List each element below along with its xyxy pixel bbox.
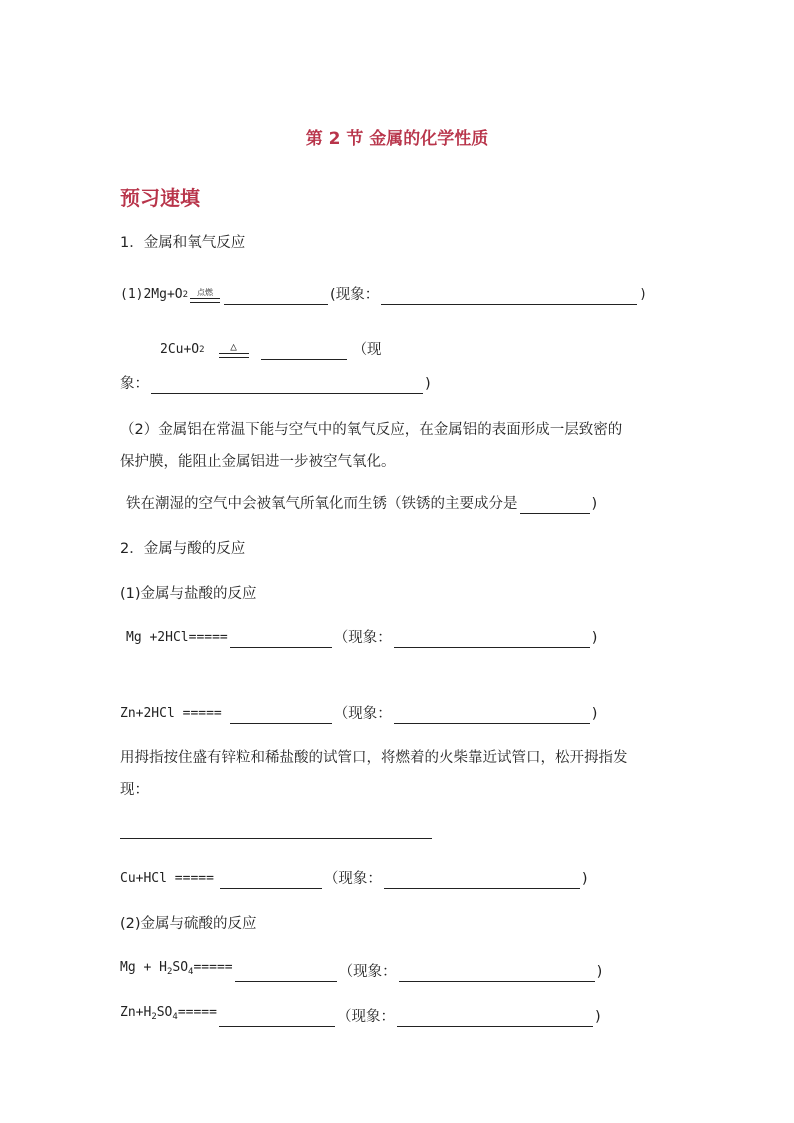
- equals-sign: [219, 353, 249, 358]
- hcl-heading: (1)金属与盐酸的反应: [120, 586, 257, 602]
- cu-equation: 2Cu+O: [160, 342, 200, 357]
- formula-part: =====: [193, 960, 233, 975]
- product-blank[interactable]: [235, 967, 337, 982]
- q1-heading: 1．金属和氧气反应: [120, 235, 246, 251]
- formula-part: SO: [172, 960, 189, 975]
- subscript: 2: [199, 345, 205, 355]
- zn-h2so4-equation: [120, 1003, 217, 1027]
- observation-blank[interactable]: [120, 838, 432, 839]
- phenomenon-label: （现象：: [338, 964, 397, 980]
- phenomenon-blank[interactable]: [394, 709, 590, 724]
- aluminum-text-line1: （2）金属铝在常温下能与空气中的氧气反应，在金属铝的表面形成一层致密的: [120, 422, 623, 438]
- test-text-line1: 用拇指按住盛有锌粒和稀盐酸的试管口，将燃着的火柴靠近试管口，松开拇指发: [120, 750, 628, 766]
- mg-oxygen-line: [120, 285, 647, 305]
- phenomenon-label: （现象：: [333, 706, 392, 722]
- mg-h2so4-line: [120, 958, 602, 982]
- close-paren: ): [591, 496, 598, 512]
- close-paren: ): [594, 1009, 601, 1025]
- subscript: 2: [182, 290, 189, 300]
- ignite-label: 点燃: [197, 288, 214, 297]
- formula-part: SO: [156, 1005, 173, 1020]
- colon: ：: [377, 630, 392, 646]
- product-blank[interactable]: [220, 874, 322, 889]
- reaction-condition: [219, 342, 249, 358]
- subscript: 2: [166, 967, 173, 977]
- iron-rust-text: 铁在潮湿的空气中会被氧气所氧化而生锈（铁锈的主要成分是: [126, 496, 518, 512]
- section-heading: 预习速填: [120, 186, 200, 210]
- reaction-condition: [190, 288, 220, 303]
- phenomenon-label: （现象：: [323, 871, 382, 887]
- rust-component-blank[interactable]: [520, 499, 590, 514]
- close-paren: ): [425, 376, 431, 392]
- formula-part: =====: [177, 1005, 217, 1020]
- subscript: 2: [151, 1012, 157, 1022]
- iron-rust-line: [126, 494, 597, 514]
- close-paren: ): [596, 964, 603, 980]
- phenomenon-blank[interactable]: [151, 379, 423, 394]
- phenomenon-blank[interactable]: [381, 290, 637, 305]
- test-text-line2: 现：: [120, 782, 149, 798]
- formula-part: Zn+H: [120, 1005, 152, 1020]
- phenomenon-blank[interactable]: [399, 967, 595, 982]
- cu-hcl-equation: Cu+HCl =====: [120, 871, 214, 886]
- product-blank[interactable]: [219, 1012, 335, 1027]
- close-paren: ): [591, 706, 598, 722]
- subscript: 4: [188, 967, 194, 977]
- zn-hcl-line: [120, 704, 597, 724]
- cu-hcl-line: [120, 869, 588, 889]
- cu-oxygen-line: [160, 340, 382, 360]
- subscript: 4: [172, 1012, 178, 1022]
- mg-h2so4-equation: [120, 958, 233, 982]
- mg-hcl-equation: Mg +2HCl=====: [126, 630, 228, 645]
- phenomenon-label: 象：: [120, 376, 149, 392]
- product-blank[interactable]: [261, 345, 347, 360]
- q2-heading: 2．金属与酸的反应: [120, 541, 246, 557]
- cu-phenomenon-line: [120, 374, 431, 394]
- close-paren: ): [581, 871, 588, 887]
- zn-h2so4-line: [120, 1003, 601, 1027]
- product-blank[interactable]: [230, 709, 332, 724]
- phenomenon-blank[interactable]: [394, 633, 590, 648]
- product-blank[interactable]: [230, 633, 332, 648]
- mg-hcl-line: [126, 628, 597, 648]
- formula-part: Mg + H: [120, 960, 167, 975]
- mg-equation: (1)2Mg+O: [120, 287, 183, 302]
- aluminum-text-line2: 保护膜，能阻止金属铝进一步被空气氧化。: [120, 454, 396, 470]
- close-paren: ): [591, 630, 598, 646]
- equals-sign: [190, 298, 220, 303]
- phenomenon-label: （现象: [333, 630, 378, 646]
- page-title: 第 2 节 金属的化学性质: [305, 129, 489, 149]
- phenomenon-blank[interactable]: [384, 874, 580, 889]
- zn-hcl-equation: Zn+2HCl =====: [120, 706, 222, 721]
- heat-triangle-icon: △: [230, 340, 237, 353]
- phenomenon-label: （现象：: [336, 1009, 395, 1025]
- phenomenon-label: （现: [352, 342, 382, 358]
- close-paren: ): [639, 287, 648, 302]
- phenomenon-label: (现象：: [330, 287, 380, 303]
- product-blank[interactable]: [224, 290, 328, 305]
- h2so4-heading: (2)金属与硫酸的反应: [120, 916, 257, 932]
- phenomenon-blank[interactable]: [397, 1012, 593, 1027]
